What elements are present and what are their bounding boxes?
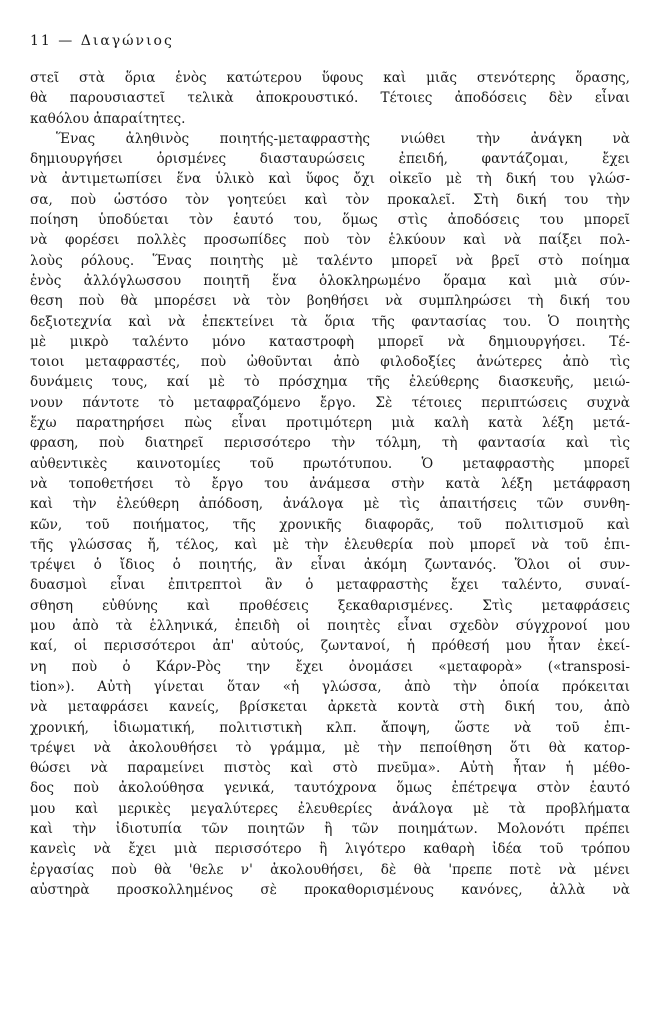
- text-line: ἑνὸς ἀλλόγλωσσου ποιητῆ ἕνα ὁλοκληρωμένο ὅραμα καὶ μιὰ σύν-: [30, 272, 630, 289]
- running-head: 11 — Διαγώνιος: [30, 33, 174, 49]
- text-line: νὰ φορέσει πολλὲς προσωπίδες ποὺ τὸν ἑλκύουν καὶ νὰ παίξει πολ-: [30, 232, 630, 249]
- text-line: τρέψει ὁ ἴδιος ὁ ποιητής, ἂν εἶναι ἀκόμη ζωντανός. Ὅλοι οἱ συν-: [30, 557, 630, 574]
- text-line: θώσει νὰ παραμείνει πιστὸς καὶ στὸ πνεῦμα». Αὐτὴ ἦταν ἡ μέθο-: [30, 760, 630, 777]
- text-line: ἔχω παρατηρήσει πὼς εἶναι προτιμότερη μιὰ καλὴ κατὰ λέξη μετά-: [30, 415, 630, 432]
- text-line: σα, ποὺ ὡστόσο τὸν γοητεύει καὶ τὸν προκαλεῖ. Στὴ δική του τὴν: [30, 191, 630, 208]
- text-line: αὐθεντικὲς καινοτομίες τοῦ πρωτότυπου. Ὁ μεταφραστὴς μπορεῖ: [30, 455, 630, 472]
- text-line: νὰ τοποθετήσει τὸ ἔργο του ἀνάμεσα στὴν κατὰ λέξη μετάφραση: [30, 475, 630, 492]
- text-line: καὶ τὴν ἰδιοτυπία τῶν ποιητῶν ἢ τῶν ποιημάτων. Μολονότι πρέπει: [30, 820, 630, 837]
- text-line: νὰ ἀντιμετωπίσει ἕνα ὑλικὸ καὶ ὕφος ὄχι οἰκεῖο μὲ τὴ δική του γλώσ-: [30, 171, 630, 188]
- text-line: τῆς γλώσσας ἤ, τέλος, καὶ μὲ τὴν ἐλευθερία ποὺ μπορεῖ νὰ τοῦ ἐπι-: [30, 536, 630, 553]
- text-line: δημιουργήσει ὁρισμένες διασταυρώσεις ἐπειδή, φαντάζομαι, ἔχει: [30, 151, 630, 168]
- text-line: καθόλου ἀπαραίτητες.: [30, 110, 186, 127]
- text-line: τοιοι μεταφραστές, ποὺ ὠθοῦνται ἀπὸ φιλοδοξίες ἀνώτερες ἀπὸ τὶς: [30, 354, 630, 371]
- text-line: θεση ποὺ θὰ μπορέσει νὰ τὸν βοηθήσει νὰ συμπληρώσει τὴ δική του: [30, 293, 630, 310]
- text-line: κῶν, τοῦ ποιήματος, τῆς χρονικῆς διαφορᾶς, τοῦ πολιτισμοῦ καὶ: [30, 516, 630, 533]
- text-line: ἐργασίας ποὺ θὰ 'θελε ν' ἀκολουθήσει, δὲ θὰ 'πρεπε ποτὲ νὰ μένει: [30, 861, 630, 878]
- text-line: δυασμοὶ εἶναι ἐπιτρεπτοὶ ἂν ὁ μεταφραστὴς ἔχει ταλέντο, συναί-: [30, 577, 630, 594]
- text-line: δος ποὺ ἀκολούθησα γενικά, ταυτόχρονα ὅμως ἐπέτρεψα στὸν ἑαυτό: [30, 780, 630, 797]
- text-line: φραση, ποὺ διατηρεῖ περισσότερο τὴν τόλμη, τὴ φαντασία καὶ τὶς: [30, 435, 630, 452]
- text-line: σθηση εὐθύνης καὶ προθέσεις ξεκαθαρισμένες. Στὶς μεταφράσεις: [30, 597, 630, 614]
- text-line: χρονική, ἰδιωματική, πολιτιστικὴ κλπ. ἄποψη, ὥστε νὰ τοῦ ἐπι-: [30, 719, 630, 736]
- text-line: Ἕνας ἀληθινὸς ποιητής-μεταφραστὴς νιώθει τὴν ἀνάγκη νὰ: [56, 130, 630, 147]
- text-line: καί, οἱ περισσότεροι ἀπ' αὐτούς, ζωντανοί, ἡ πρόθεσή μου ἦταν ἐκεί-: [30, 638, 630, 655]
- text-line: κανεὶς νὰ ἔχει μιὰ περισσότερο ἢ λιγότερο καθαρὴ ἰδέα τοῦ τρόπου: [30, 841, 630, 858]
- text-line: μου ἀπὸ τὰ ἑλληνικά, ἐπειδὴ οἱ ποιητὲς εἶναι σχεδὸν σύγχρονοί μου: [30, 618, 630, 635]
- text-line: μου καὶ μερικὲς μεγαλύτερες ἐλευθερίες ἀνάλογα μὲ τὰ προβλήματα: [30, 800, 630, 817]
- text-line: καὶ τὴν ἐλεύθερη ἀπόδοση, ἀνάλογα μὲ τὶς ἀπαιτήσεις τῶν συνθη-: [30, 496, 630, 513]
- text-line: νὰ μεταφράσει κανείς, βρίσκεται ἀρκετὰ κοντὰ στὴ δική του, ἀπὸ: [30, 699, 630, 716]
- text-line: tion»). Αὐτὴ γίνεται ὅταν «ἡ γλώσσα, ἀπὸ τὴν ὁποία πρόκειται: [30, 678, 630, 695]
- text-line: δυνάμεις τους, καί μὲ τὸ πρόσχημα τῆς ἐλεύθερης διασκευῆς, μειώ-: [30, 374, 630, 391]
- text-line: νη ποὺ ὁ Κάρν-Ρὸς την ἔχει ὀνομάσει «μεταφορὰ» («transposi-: [30, 658, 630, 675]
- text-line: τρέψει νὰ ἀκολουθήσει τὸ γράμμα, μὲ τὴν πεποίθηση ὅτι θὰ κατορ-: [30, 739, 630, 756]
- text-line: μὲ μικρὸ ταλέντο μόνο καταστροφὴ μπορεῖ νὰ δημιουργήσει. Τέ-: [30, 333, 630, 350]
- text-line: λοὺς ρόλους. Ἕνας ποιητὴς μὲ ταλέντο μπορεῖ νὰ βρεῖ στὸ ποίημα: [30, 252, 630, 269]
- body-text: [30, 68, 630, 900]
- text-line: αὐστηρὰ προσκολλημένος σὲ προκαθορισμένους κανόνες, ἀλλὰ νὰ: [30, 881, 630, 898]
- text-line: ποίηση ὑποδύεται τὸν ἑαυτό του, ὅμως στὶς ἀποδόσεις του μπορεῖ: [30, 212, 630, 229]
- text-line: νουν πάντοτε τὸ μεταφραζόμενο ἔργο. Σὲ τέτοιες περιπτώσεις συχνὰ: [30, 394, 630, 411]
- text-line: θὰ παρουσιαστεῖ τελικὰ ἀποκρουστικό. Τέτοιες ἀποδόσεις δὲν εἶναι: [30, 90, 630, 107]
- text-line: δεξιοτεχνία καὶ νὰ ἐπεκτείνει τὰ ὅρια τῆς φαντασίας του. Ὁ ποιητὴς: [30, 313, 630, 330]
- text-line: στεῖ στὰ ὅρια ἑνὸς κατώτερου ὕφους καὶ μιᾶς στενότερης ὅρασης,: [30, 70, 630, 86]
